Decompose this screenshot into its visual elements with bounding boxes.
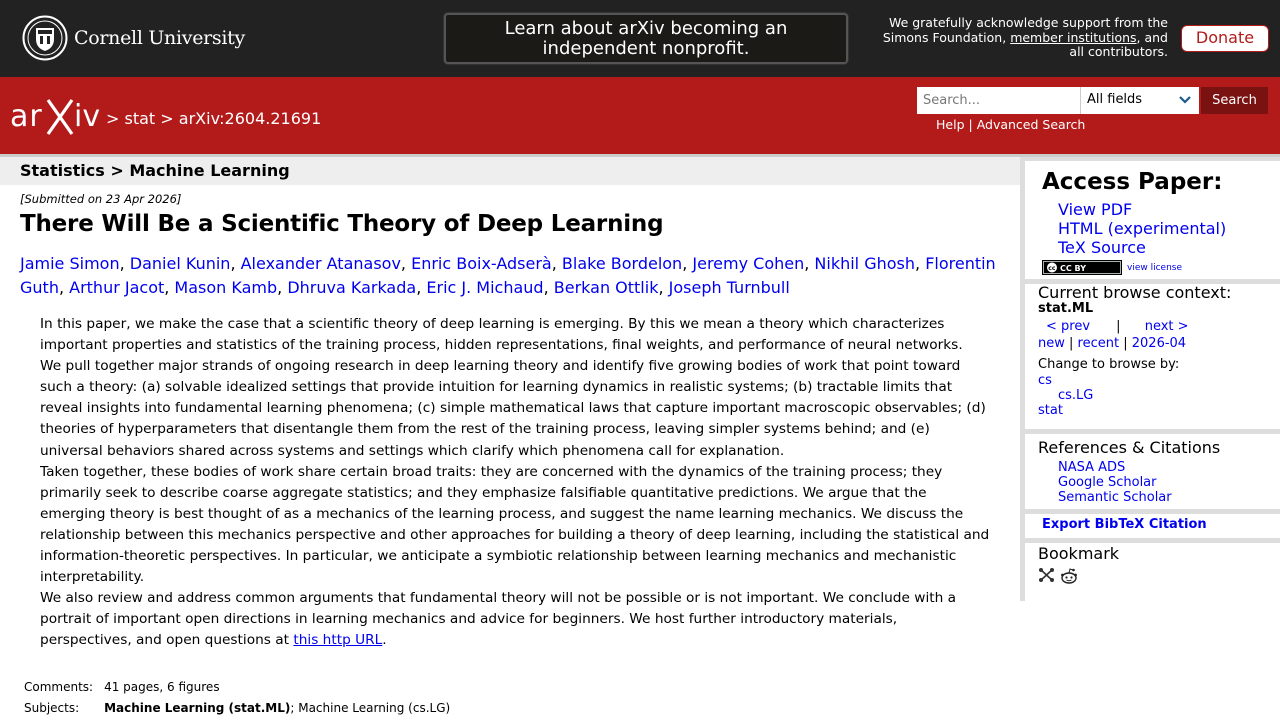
bookmark-title: Bookmark (1038, 544, 1120, 563)
arxiv-header (0, 77, 1280, 154)
author-link[interactable]: Enric Boix-Adserà (411, 254, 552, 273)
author-separator: , (119, 254, 130, 273)
top-banner (0, 0, 1280, 77)
author-link[interactable]: Jamie Simon (20, 254, 120, 273)
subjects-row (24, 699, 459, 718)
prev-link[interactable]: < prev (1046, 318, 1091, 334)
author-separator: , (58, 278, 70, 297)
primary-subject: Machine Learning (stat.ML) (104, 701, 291, 715)
view-license-link[interactable]: view license (1127, 262, 1183, 273)
svg-text:ar: ar (10, 99, 43, 134)
bibtex-box (1025, 514, 1280, 538)
author-separator: , (230, 254, 241, 273)
author-link[interactable]: Blake Bordelon (561, 254, 683, 273)
sidebar (1020, 157, 1280, 601)
subjects-value (104, 699, 459, 718)
author-link[interactable]: Daniel Kunin (129, 254, 231, 273)
donate-button[interactable]: Donate (1181, 25, 1269, 52)
support-note (868, 16, 1168, 60)
breadcrumb-sep: > (106, 109, 120, 128)
tex-source-link[interactable]: TeX Source (1058, 238, 1146, 257)
browse-context-box (1025, 284, 1280, 429)
author-separator: , (658, 278, 669, 297)
google-scholar-link[interactable]: Google Scholar (1058, 475, 1157, 490)
abstract-paragraph: We pull together major strands of ongoing research in deep learning theory and identify five growing bodies of work that point toward such a theory: (a) solvable idealized settings that provide intuition for learning dynamics in realistic systems; (b) tractable limits that reveal insights into fundamental learning phenomena; (c) simple mathematical laws that capture important macroscopic observables; (d) theories of hyperparameters that disentangle them from the rest of the training process, leaving simpler systems behind; and (e) universal behaviors shared across systems and settings which clarify which phenomena call for explanation. (40, 358, 986, 459)
change-browse-label: Change to browse by: (1038, 356, 1180, 372)
project-url-link[interactable]: this http URL (293, 632, 383, 649)
svg-text:iv: iv (74, 99, 101, 134)
nonprofit-banner[interactable]: Learn about arXiv becoming an independent nonprofit. (444, 13, 848, 64)
support-text-pre: We gratefully acknowledge support from the Simons Foundation, (882, 15, 1168, 45)
svg-text:cc: cc (1048, 265, 1056, 272)
author-separator: , (543, 278, 554, 297)
secondary-subjects: ; Machine Learning (cs.LG) (290, 701, 451, 715)
month-link[interactable]: 2026-04 (1131, 336, 1187, 351)
access-paper-box (1025, 161, 1280, 279)
subject-header: Statistics > Machine Learning (0, 157, 1020, 185)
breadcrumb-stat[interactable]: stat (124, 109, 156, 128)
comments-row (24, 678, 459, 697)
browse-context-title: Current browse context: (1038, 283, 1232, 302)
nasa-ads-link[interactable]: NASA ADS (1058, 460, 1126, 475)
breadcrumb-sep: > (160, 109, 174, 128)
bibsonomy-icon[interactable] (1038, 567, 1055, 583)
license-row (1042, 260, 1280, 275)
abstract-end: . (382, 632, 387, 649)
author-separator: , (164, 278, 175, 297)
search-button[interactable]: Search (1201, 87, 1268, 114)
member-institutions-link[interactable]: member institutions (1010, 29, 1137, 45)
abstract-paragraph: In this paper, we make the case that a scientific theory of deep learning is emerging. By this we mean a theory which characterizes important properties and statistics of the training process, hidden representations, final weights, and performance of neural networks. (40, 316, 963, 354)
breadcrumb-id: arXiv:2604.21691 (178, 109, 322, 128)
author-separator: , (551, 254, 562, 273)
author-link[interactable]: Arthur Jacot (69, 278, 165, 297)
references-box (1025, 434, 1280, 509)
chevron-down-icon (1179, 93, 1191, 107)
listing-row (1038, 335, 1280, 353)
access-paper-title: Access Paper: (1042, 169, 1223, 195)
new-link[interactable]: new (1038, 336, 1065, 351)
abstract-text: We also review and address common arguments that fundamental theory will not be possible or is not important. We conclude with a portrait of important open directions in learning mechanics and advice for beginners. We host further introductory materials, perspectives, and open questions at (40, 590, 957, 649)
cc-by-icon[interactable] (1042, 260, 1122, 275)
semantic-scholar-link[interactable]: Semantic Scholar (1058, 490, 1172, 505)
support-text-post: , and all contributors. (1069, 29, 1168, 59)
search-input[interactable] (917, 87, 1080, 114)
view-pdf-link[interactable]: View PDF (1058, 200, 1133, 219)
subjects-label: Subjects: (24, 701, 80, 715)
browse-context-category: stat.ML (1038, 301, 1094, 316)
advanced-search-link[interactable]: Advanced Search (976, 117, 1086, 132)
next-link[interactable]: next > (1144, 318, 1189, 334)
references-title: References & Citations (1038, 438, 1221, 457)
author-separator: , (416, 278, 427, 297)
abstract-paragraph (40, 588, 990, 651)
license-badge-text: CC BY (1060, 264, 1086, 273)
bookmark-icons (1038, 567, 1280, 585)
author-separator: , (400, 254, 412, 273)
author-link[interactable]: Florentin Guth (20, 254, 996, 297)
prev-next-row (1038, 318, 1280, 336)
author-link[interactable]: Berkan Ottlik (553, 278, 659, 297)
search-links-sep: | (968, 117, 973, 132)
abstract (40, 314, 990, 652)
author-link[interactable]: Alexander Atanasov (240, 254, 401, 273)
author-link[interactable]: Dhruva Karkada (287, 278, 417, 297)
author-link[interactable]: Eric J. Michaud (426, 278, 544, 297)
export-bibtex-link[interactable]: Export BibTeX Citation (1042, 517, 1207, 532)
cornell-seal-icon (22, 15, 68, 61)
metadata-table (22, 676, 461, 720)
breadcrumb (106, 109, 321, 128)
author-separator: , (682, 254, 693, 273)
bookmark-box (1025, 543, 1280, 601)
nav-sep: | (1123, 336, 1128, 351)
reddit-icon[interactable] (1060, 567, 1078, 585)
submission-date: [Submitted on 23 Apr 2026] (20, 192, 182, 206)
field-select-value: All fields (1087, 92, 1143, 107)
author-link[interactable]: Jeremy Cohen (692, 254, 805, 273)
comments-label: Comments: (24, 680, 94, 694)
author-separator: , (277, 278, 288, 297)
author-link[interactable]: Nikhil Ghosh (814, 254, 916, 273)
browse-stat-link[interactable]: stat (1038, 403, 1063, 418)
help-link[interactable]: Help (936, 117, 965, 132)
recent-link[interactable]: recent (1077, 336, 1120, 351)
author-separator: , (915, 254, 926, 273)
comments-value: 41 pages, 6 figures (104, 680, 220, 694)
author-link[interactable]: Mason Kamb (174, 278, 278, 297)
nav-sep: | (1069, 336, 1074, 351)
browse-cs-link[interactable]: cs (1038, 373, 1052, 388)
search-links (936, 117, 1085, 132)
author-link[interactable]: Joseph Turnbull (668, 278, 790, 297)
nav-sep: | (1116, 318, 1121, 334)
cornell-logo[interactable] (22, 15, 245, 61)
paper-title: There Will Be a Scientific Theory of Deep Learning (20, 211, 664, 237)
field-select[interactable] (1080, 87, 1199, 114)
institution-name: Cornell University (74, 27, 245, 49)
author-separator: , (804, 254, 815, 273)
browse-cs-lg-link[interactable]: cs.LG (1058, 388, 1094, 403)
arxiv-logo-icon[interactable] (10, 96, 102, 136)
author-list (20, 252, 1010, 300)
abstract-paragraph: Taken together, these bodies of work share certain broad traits: they are concerned with the dynamics of the training process; they primarily seek to describe coarse aggregate statistics; and they emphasize falsifiable quantitative predictions. We argue that the emerging theory is best thought of as a mechanics of the learning process, and suggest the name learning mechanics. We discuss the relationship between this mechanics perspective and other approaches for building a theory of deep learning, including the statistical and information-theoretic perspectives. In particular, we anticipate a symbiotic relationship between learning mechanics and mechanistic interpretability. (40, 463, 990, 586)
html-link[interactable]: HTML (experimental) (1058, 219, 1227, 238)
